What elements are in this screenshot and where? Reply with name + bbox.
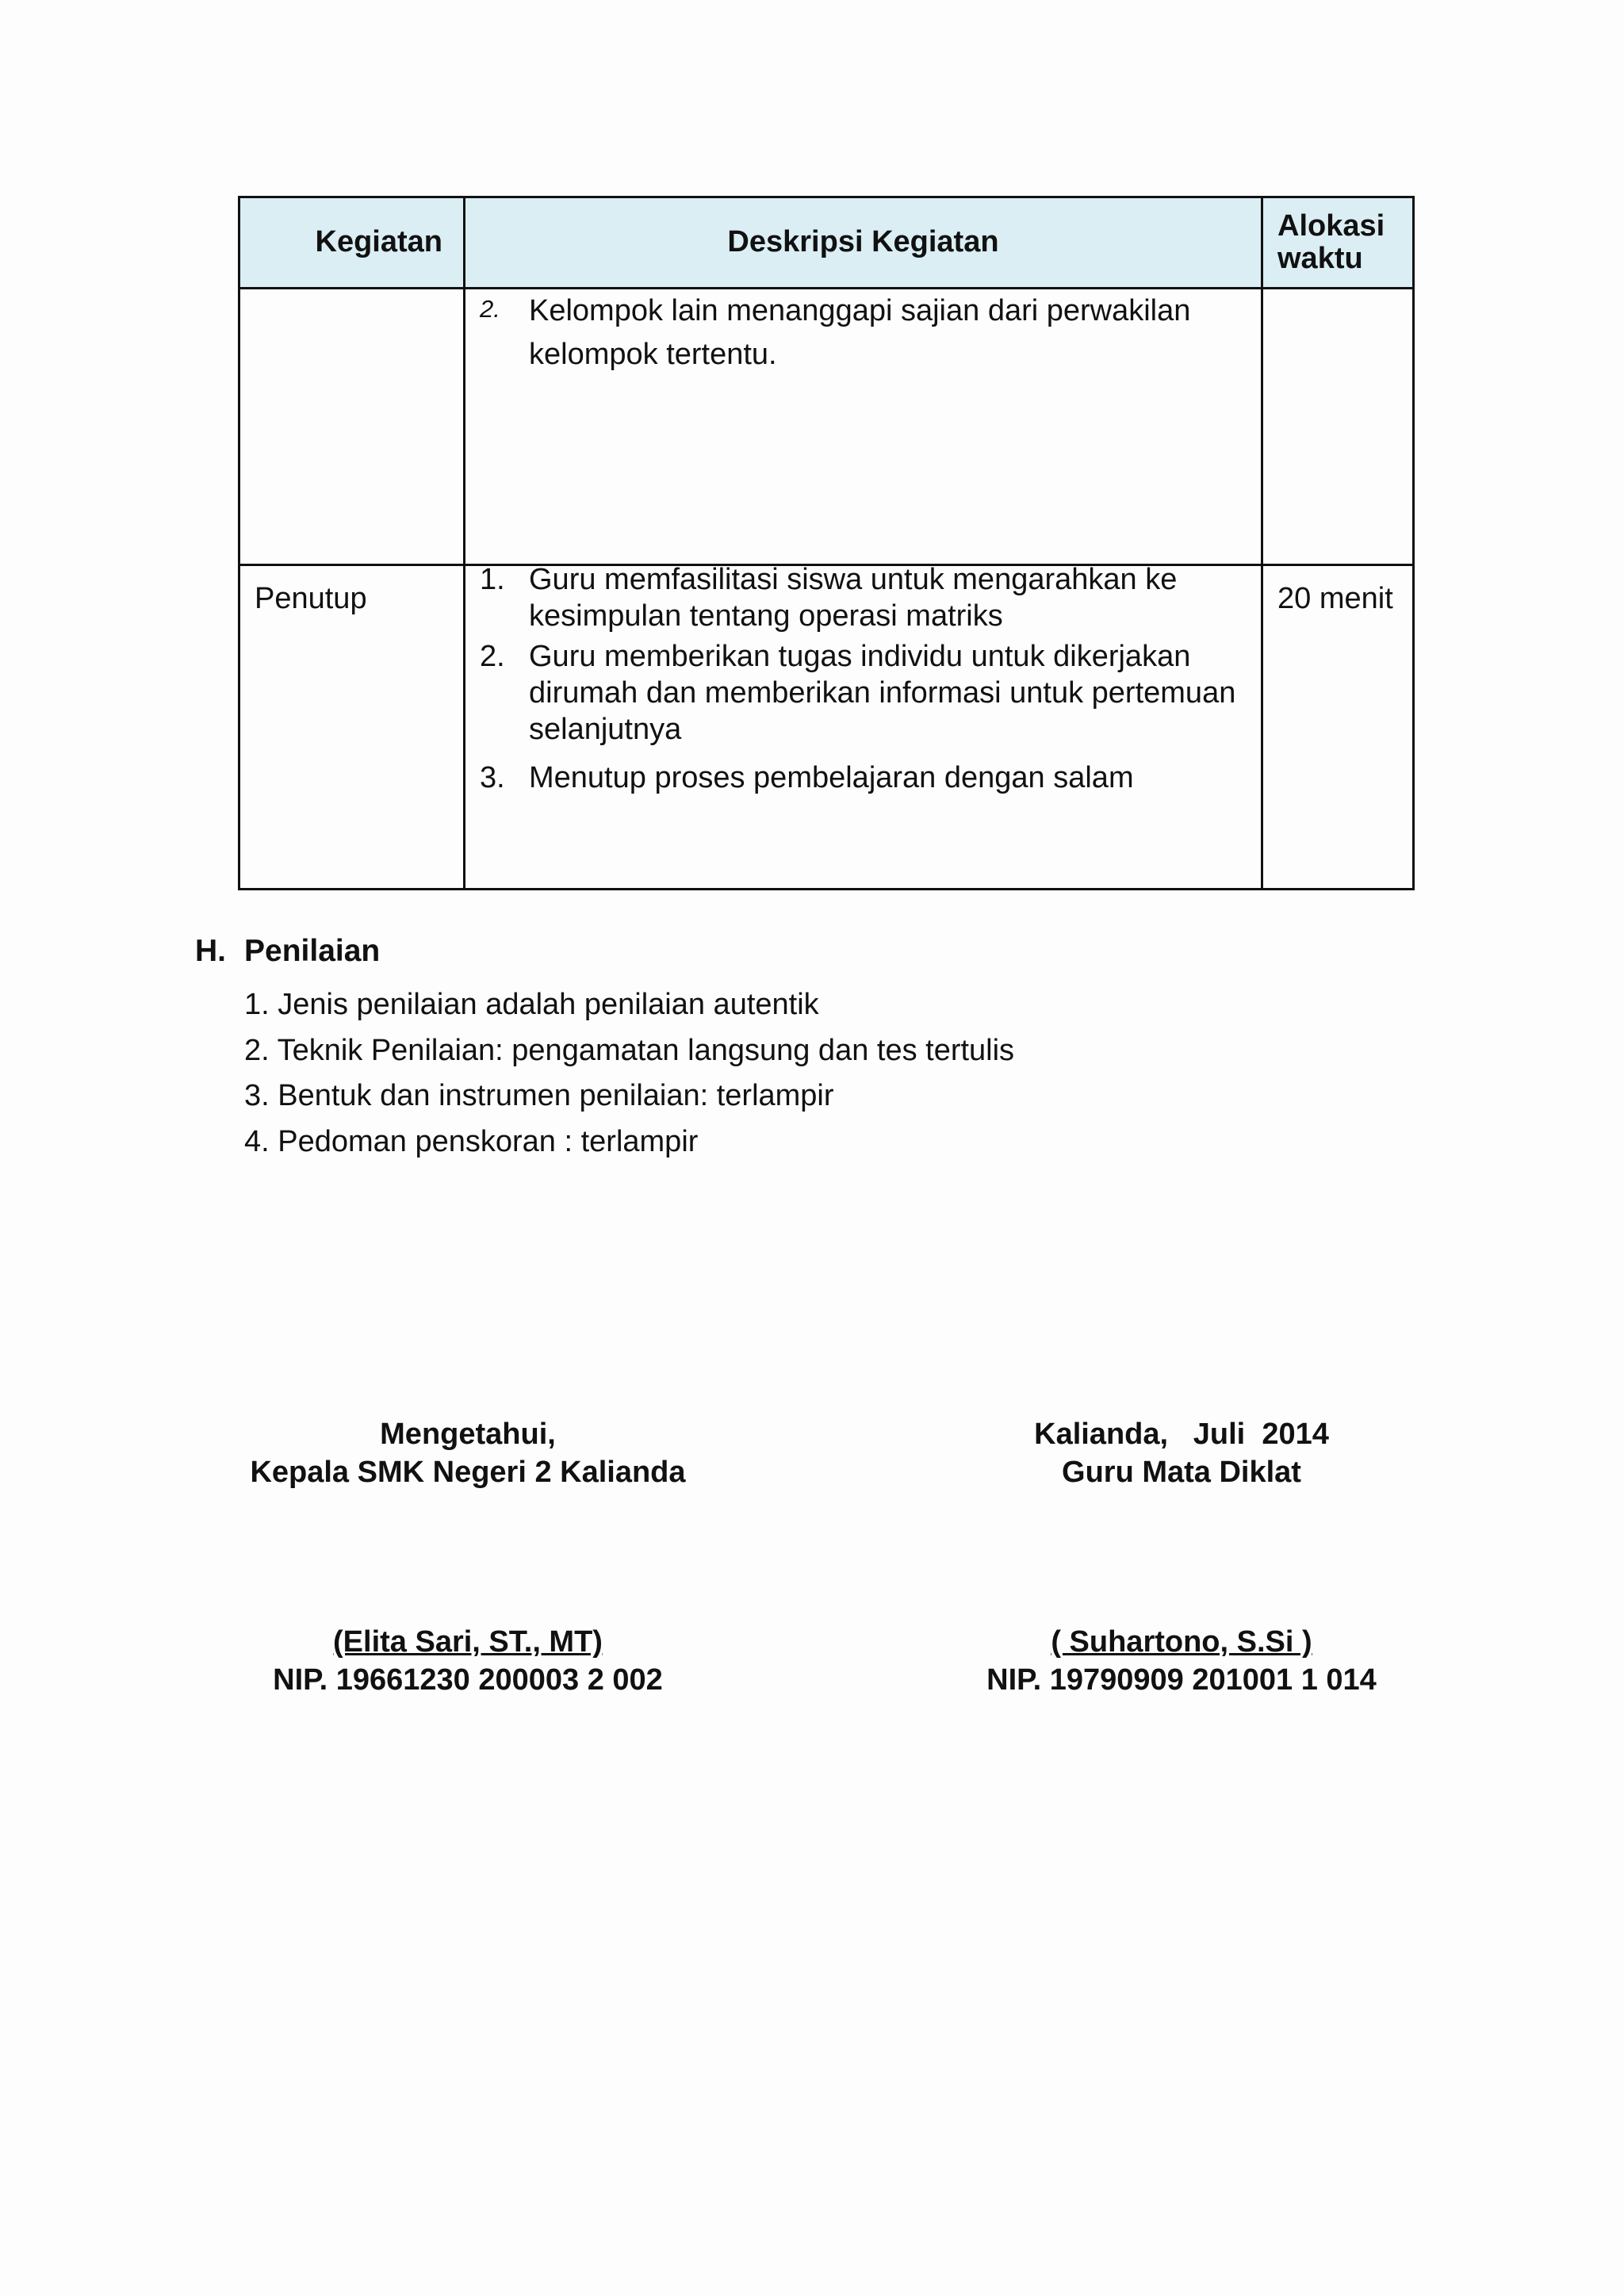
cell-deskripsi [465, 565, 1262, 890]
signature-left-line1: Mengetahui, [380, 1418, 556, 1451]
kegiatan-table [238, 196, 1415, 890]
table-header-row [239, 197, 1414, 289]
list-item-text: Menutup proses pembelajaran dengan salam [529, 760, 1134, 794]
list-item-text: Kelompok lain menanggapi sajian dari perwakilan kelompok tertentu. [529, 294, 1191, 372]
signature-right-line1: Kalianda, Juli 2014 [1034, 1418, 1329, 1451]
header-alokasi: Alokasi waktu [1262, 197, 1414, 289]
signature-left-footer [230, 1624, 706, 1699]
signature-right-footer [944, 1624, 1419, 1699]
table-row [239, 565, 1414, 890]
signature-right-header [944, 1416, 1419, 1491]
list-item-text: Guru memberikan tugas individu untuk dikerjakan dirumah dan memberikan informasi untuk pertemuan selanjutnya [529, 639, 1236, 747]
signature-right-nip: NIP. 19790909 201001 1 014 [986, 1663, 1377, 1697]
signature-right-line2: Guru Mata Diklat [1062, 1455, 1301, 1489]
table-row [239, 289, 1414, 565]
section-title: Penilaian [244, 934, 381, 968]
cell-kegiatan [239, 289, 465, 565]
deskripsi-list [480, 289, 1247, 377]
section-heading-penilaian [195, 934, 380, 969]
signature-left-line2: Kepala SMK Negeri 2 Kalianda [250, 1455, 686, 1489]
list-item: 4. Pedoman penskoran : terlampir [244, 1124, 699, 1158]
list-item-number: 2. [480, 639, 505, 673]
cell-kegiatan: Penutup [239, 565, 465, 890]
penilaian-list [244, 988, 1014, 1170]
list-item [480, 289, 1247, 377]
list-item-number: 3. [480, 760, 505, 794]
cell-alokasi: 20 menit [1262, 565, 1414, 890]
section-letter: H. [195, 934, 226, 968]
deskripsi-list [480, 561, 1247, 796]
signature-left-nip: NIP. 19661230 200003 2 002 [273, 1663, 663, 1697]
cell-deskripsi [465, 289, 1262, 565]
header-deskripsi: Deskripsi Kegiatan [465, 197, 1262, 289]
list-item: 2. Teknik Penilaian: pengamatan langsung dan tes tertulis [244, 1033, 1015, 1067]
list-item: 3. Bentuk dan instrumen penilaian: terlampir [244, 1079, 834, 1112]
cell-alokasi [1262, 289, 1414, 565]
list-item [480, 561, 1247, 635]
list-item-number: 2. [480, 295, 500, 323]
list-item-number: 1. [480, 563, 505, 596]
signature-left-header [230, 1416, 706, 1491]
list-item [480, 760, 1247, 796]
list-item [480, 638, 1247, 748]
list-item-text: Guru memfasilitasi siswa untuk mengarahkan ke kesimpulan tentang operasi matriks [529, 563, 1178, 633]
list-item: 1. Jenis penilaian adalah penilaian autentik [244, 988, 819, 1021]
signature-left-name: (Elita Sari, ST., MT) [333, 1625, 603, 1659]
header-kegiatan: Kegiatan [239, 197, 465, 289]
signature-right-name: ( Suhartono, S.Si ) [1051, 1625, 1312, 1659]
